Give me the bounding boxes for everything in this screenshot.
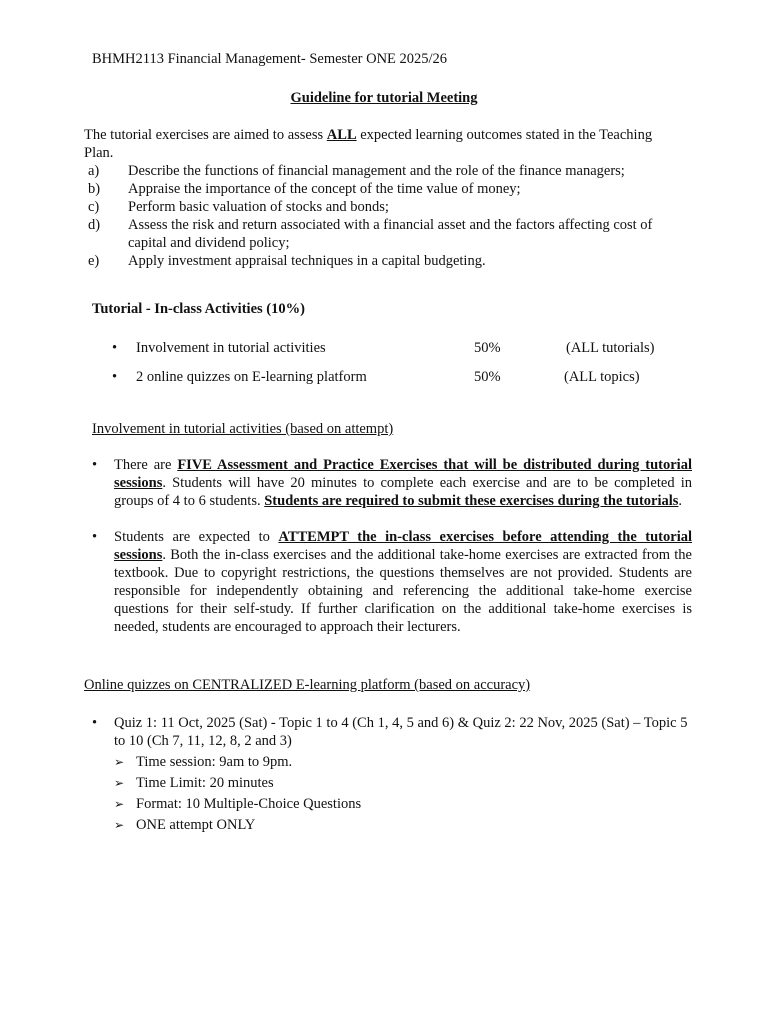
outcome-letter: c) bbox=[88, 199, 100, 215]
outcome-letter: b) bbox=[88, 181, 101, 197]
quiz-details-list bbox=[114, 753, 692, 837]
quiz-list bbox=[92, 714, 692, 837]
emphasis-run: FIVE Assessment and Practice Exercises that will be distributed during tutorial sessions bbox=[114, 457, 692, 491]
quiz-detail-item bbox=[114, 816, 692, 837]
bullet-icon: • bbox=[92, 529, 98, 545]
section-heading-quizzes: Online quizzes on CENTRALIZED E-learning platform (based on accuracy) bbox=[84, 677, 531, 693]
quiz-detail-text: Time session: 9am to 9pm. bbox=[136, 754, 293, 770]
quiz-item bbox=[92, 714, 692, 837]
outcome-letter: d) bbox=[88, 217, 101, 233]
arrow-bullet-icon: ➢ bbox=[114, 776, 125, 790]
involvement-paragraph-2 bbox=[92, 528, 692, 636]
component-scope: (ALL topics) bbox=[564, 369, 640, 385]
outcome-text: Describe the functions of financial management and the role of the finance managers; bbox=[128, 163, 625, 179]
learning-outcomes-list bbox=[84, 162, 684, 270]
arrow-bullet-icon: ➢ bbox=[114, 755, 125, 769]
quiz-detail-text: Format: 10 Multiple-Choice Questions bbox=[136, 796, 362, 812]
bullet-icon: • bbox=[112, 340, 118, 356]
outcome-text: Assess the risk and return associated with a financial asset and the factors affecting cost of capital and dividend policy; bbox=[128, 217, 653, 251]
text-run: . Both the in-class exercises and the additional take-home exercises are extracted from the textbook. Due to copyright restrictions, the questions themselves are not provided. Students are responsible for independently obtaining and referencing the additional take-home exercise questions for their self-study. If further clarification on the additional take-home exercises is needed, students are encouraged to approach their lecturers. bbox=[114, 547, 692, 635]
involvement-paragraphs bbox=[92, 456, 692, 654]
page-title: Guideline for tutorial Meeting bbox=[290, 90, 478, 106]
quiz-detail-item bbox=[114, 795, 692, 816]
text-run: . Students will have 20 minutes to complete each exercise and are to be completed in groups of 4 to 6 students. bbox=[114, 475, 692, 509]
quiz-detail-item bbox=[114, 753, 692, 774]
section-heading-involvement: Involvement in tutorial activities (based on attempt) bbox=[92, 421, 394, 437]
outcome-text: Apply investment appraisal techniques in a capital budgeting. bbox=[128, 253, 486, 269]
outcome-item bbox=[84, 198, 684, 216]
emphasis-run: ATTEMPT the in-class exercises before attending the tutorial bbox=[278, 529, 693, 545]
document-header: BHMH2113 Financial Management- Semester ONE 2025/26 bbox=[92, 51, 448, 67]
arrow-bullet-icon: ➢ bbox=[114, 818, 125, 832]
component-scope: (ALL tutorials) bbox=[566, 340, 655, 356]
outcome-text: Appraise the importance of the concept of the time value of money; bbox=[128, 181, 521, 197]
assessment-components-list bbox=[112, 339, 692, 397]
intro-text-before: The tutorial exercises are aimed to assess bbox=[84, 127, 327, 143]
outcome-letter: e) bbox=[88, 253, 100, 269]
component-name: Involvement in tutorial activities bbox=[136, 340, 326, 356]
text-run: There are bbox=[114, 457, 178, 473]
involvement-paragraph-1 bbox=[92, 456, 692, 510]
outcome-item bbox=[84, 216, 684, 252]
bullet-icon: • bbox=[92, 457, 98, 473]
text-run: Students are expected to bbox=[114, 529, 279, 545]
outcome-item bbox=[84, 180, 684, 198]
intro-emphasis: ALL bbox=[326, 127, 357, 143]
intro-text-after: expected learning outcomes stated in the Teaching Plan. bbox=[84, 127, 653, 161]
quiz-detail-item bbox=[114, 774, 692, 795]
component-name: 2 online quizzes on E-learning platform bbox=[136, 369, 367, 385]
quiz-schedule: Quiz 1: 11 Oct, 2025 (Sat) - Topic 1 to 4 (Ch 1, 4, 5 and 6) & Quiz 2: 22 Nov, 2025 (Sat) – Topic 5 to 10 (Ch 7, 11, 12, 8, 2 and 3) bbox=[114, 715, 688, 749]
outcome-item bbox=[84, 252, 684, 270]
intro-paragraph bbox=[84, 126, 684, 162]
component-row bbox=[112, 339, 692, 368]
outcome-text: Perform basic valuation of stocks and bonds; bbox=[128, 199, 389, 215]
bullet-icon: • bbox=[112, 369, 118, 385]
component-percent: 50% bbox=[474, 340, 501, 356]
quiz-detail-text: Time Limit: 20 minutes bbox=[136, 775, 274, 791]
arrow-bullet-icon: ➢ bbox=[114, 797, 125, 811]
text-run: . bbox=[678, 493, 683, 509]
component-row bbox=[112, 368, 692, 397]
outcome-item bbox=[84, 162, 684, 180]
quiz-detail-text: ONE attempt ONLY bbox=[136, 817, 256, 833]
emphasis-run: Students are required to submit these exercises during the tutorials bbox=[264, 493, 679, 509]
tutorial-heading: Tutorial - In-class Activities (10%) bbox=[92, 301, 305, 317]
outcome-letter: a) bbox=[88, 163, 100, 179]
emphasis-run: sessions bbox=[114, 547, 163, 563]
component-percent: 50% bbox=[474, 369, 501, 385]
bullet-icon: • bbox=[92, 715, 98, 731]
